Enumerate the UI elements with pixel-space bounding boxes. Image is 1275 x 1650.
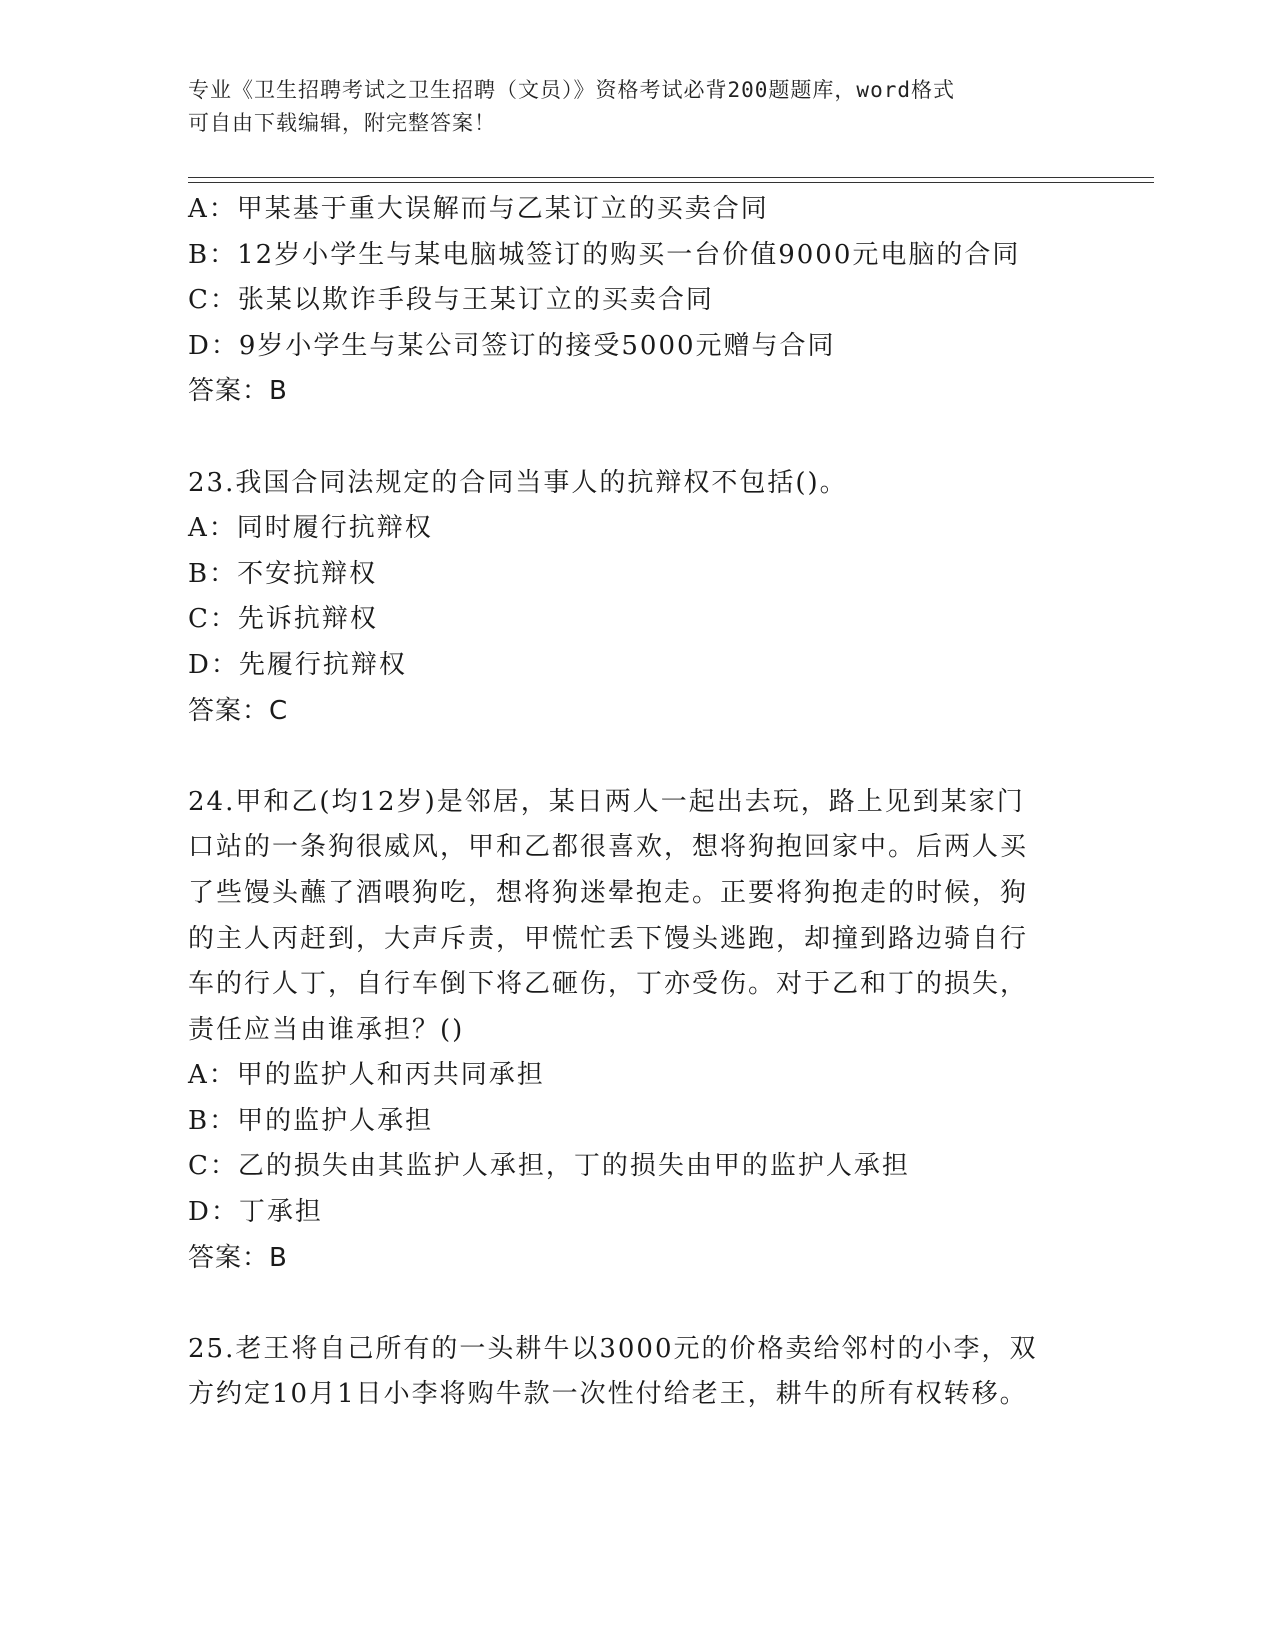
option-d: D：9岁小学生与某公司签订的接受5000元赠与合同	[188, 330, 836, 361]
answer: 答案：B	[188, 1242, 288, 1273]
question-text: 方约定10月1日小李将购牛款一次性付给老王，耕牛的所有权转移。	[188, 1379, 1028, 1410]
option-b: B：12岁小学生与某电脑城签订的购买一台价值9000元电脑的合同	[188, 239, 1021, 270]
question-24	[188, 780, 1068, 1282]
spacer	[188, 1281, 1068, 1327]
header-divider-top	[188, 177, 1154, 178]
option-c: C：先诉抗辩权	[188, 604, 378, 635]
question-text: 车的行人丁，自行车倒下将乙砸伤，丁亦受伤。对于乙和丁的损失，	[188, 969, 1029, 1000]
question-text: 口站的一条狗很威风，甲和乙都很喜欢，想将狗抱回家中。后两人买	[188, 832, 1029, 863]
spacer	[188, 734, 1068, 780]
option-c: C：张某以欺诈手段与王某订立的买卖合同	[188, 285, 714, 316]
option-d: D：丁承担	[188, 1197, 323, 1228]
question-text: 的主人丙赶到，大声斥责，甲慌忙丢下馒头逃跑，却撞到路边骑自行	[188, 923, 1029, 954]
question-23	[188, 461, 1068, 735]
option-a: A：甲某基于重大误解而与乙某订立的买卖合同	[188, 194, 769, 224]
question-text: 了些馒头蘸了酒喂狗吃，想将狗迷晕抱走。正要将狗抱走的时候，狗	[188, 877, 1029, 908]
option-a: A：同时履行抗辩权	[188, 513, 433, 544]
question-text: 24.甲和乙(均12岁)是邻居，某日两人一起出去玩，路上见到某家门	[188, 786, 1025, 817]
question-text: 25.老王将自己所有的一头耕牛以3000元的价格卖给邻村的小李，双	[188, 1333, 1038, 1364]
header-line-1: 专业《卫生招聘考试之卫生招聘（文员）》资格考试必背200题题库，word格式	[188, 78, 955, 102]
question-text: 23.我国合同法规定的合同当事人的抗辩权不包括()。	[188, 467, 848, 498]
option-b: B：甲的监护人承担	[188, 1105, 434, 1136]
option-c: C：乙的损失由其监护人承担，丁的损失由甲的监护人承担	[188, 1151, 910, 1182]
question-text: 责任应当由谁承担？()	[188, 1014, 465, 1045]
document-body	[188, 187, 1068, 1418]
answer: 答案：C	[188, 695, 289, 726]
document-header	[188, 74, 1068, 140]
option-b: B：不安抗辩权	[188, 558, 378, 589]
answer: 答案：B	[188, 376, 288, 407]
question-22	[188, 187, 1068, 415]
header-line-2: 可自由下载编辑，附完整答案！	[188, 111, 496, 135]
question-25	[188, 1327, 1068, 1418]
header-divider-bottom	[188, 182, 1154, 183]
spacer	[188, 415, 1068, 461]
option-a: A：甲的监护人和丙共同承担	[188, 1060, 545, 1091]
option-d: D：先履行抗辩权	[188, 649, 407, 680]
